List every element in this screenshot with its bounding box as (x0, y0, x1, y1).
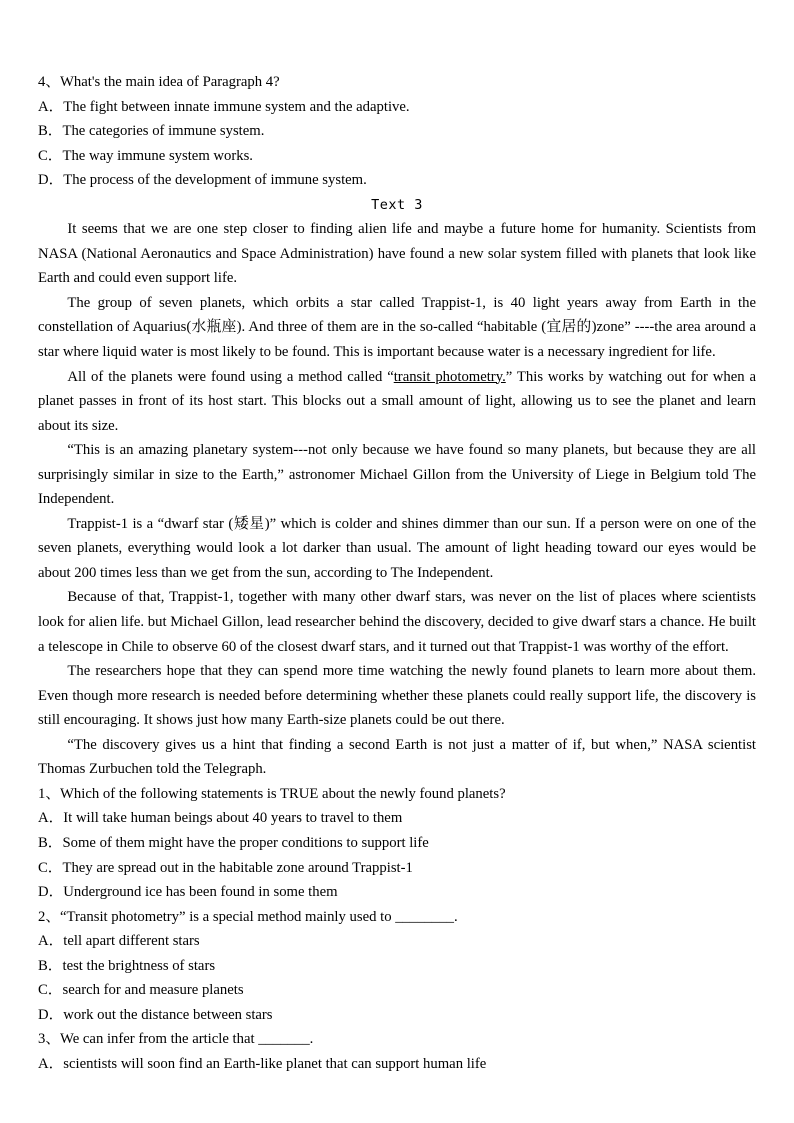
paragraph-5: Trappist-1 is a “dwarf star (矮星)” which is colder and shines dimmer than our sun. If a person were on one of the seven planets, everything would look a lot darker than usual. The amount of light heading toward our eyes would be about 200 times less than we get from the sun, according to The Independent. (38, 515, 756, 581)
underlined-term: transit photometry. (393, 368, 506, 385)
question-2-option-b: B．test the brightness of stars (38, 957, 216, 974)
text3-heading: Text 3 (371, 196, 423, 213)
question-1-option-c: C．They are spread out in the habitable zone around Trappist-1 (38, 859, 413, 876)
question-4-option-d: D．The process of the development of immune system. (38, 172, 367, 189)
question-2-option-d: D．work out the distance between stars (38, 1006, 273, 1023)
question-4-option-a: A．The fight between innate immune system and the adaptive. (38, 98, 410, 115)
question-1: 1、Which of the following statements is TRUE about the newly found planets? (38, 785, 506, 802)
paragraph-1: It seems that we are one step closer to finding alien life and maybe a future home for humanity. Scientists from NASA (National Aeronautics and Space Administration) have found a new solar system filled with planets that look like Earth and could even support life. (38, 221, 756, 287)
paragraph-7: The researchers hope that they can spend more time watching the newly found planets to learn more about them. Even though more research is needed before determining whether these planets could really support life, the discovery is still encouraging. It shows just how many Earth-size planets could be out there. (38, 663, 756, 729)
paragraph-3 (38, 365, 756, 439)
question-3: 3、We can infer from the article that _______. (38, 1031, 314, 1048)
question-2: 2、“Transit photometry” is a special method mainly used to ________. (38, 908, 458, 925)
question-4: 4、What's the main idea of Paragraph 4? (38, 74, 280, 90)
paragraph-4: “This is an amazing planetary system---not only because we have found so many planets, but because they are all surprisingly similar in size to the Earth,” astronomer Michael Gillon from the University of Liege in Belgium told The Independent. (38, 442, 756, 508)
question-2-option-c: C．search for and measure planets (38, 982, 244, 999)
question-3-option-a: A．scientists will soon find an Earth-like planet that can support human life (38, 1055, 487, 1072)
question-4-option-b: B．The categories of immune system. (38, 123, 265, 140)
paragraph-3-after: ” This works by watching out for when a planet passes in front of its host start. This blocks out a small amount of light, allowing us to see the planet and learn about its size. (38, 368, 756, 434)
question-1-option-b: B．Some of them might have the proper conditions to support life (38, 834, 429, 851)
question-2-option-a: A．tell apart different stars (38, 933, 200, 950)
paragraph-6: Because of that, Trappist-1, together with many other dwarf stars, was never on the list of places where scientists look for alien life. but Michael Gillon, lead researcher behind the discovery, decided to give dwarf stars a chance. He built a telescope in Chile to observe 60 of the closest dwarf stars, and it turned out that Trappist-1 was worthy of the effort. (38, 589, 756, 655)
paragraph-2: The group of seven planets, which orbits a star called Trappist-1, is 40 light years away from Earth in the constellation of Aquarius(水瓶座). And three of them are in the so-called “habitable (宜居的)zone” ----the area around a star where liquid water is most likely to be found. This is important because water is a necessary ingredient for life. (38, 294, 756, 361)
question-1-option-a: A．It will take human beings about 40 years to travel to them (38, 810, 403, 827)
paragraph-3-before: All of the planets were found using a method called “ (67, 368, 394, 385)
question-1-option-d: D．Underground ice has been found in some them (38, 884, 338, 901)
paragraph-8: “The discovery gives us a hint that finding a second Earth is not just a matter of if, but when,” NASA scientist Thomas Zurbuchen told the Telegraph. (38, 736, 756, 778)
question-4-option-c: C．The way immune system works. (38, 147, 253, 164)
